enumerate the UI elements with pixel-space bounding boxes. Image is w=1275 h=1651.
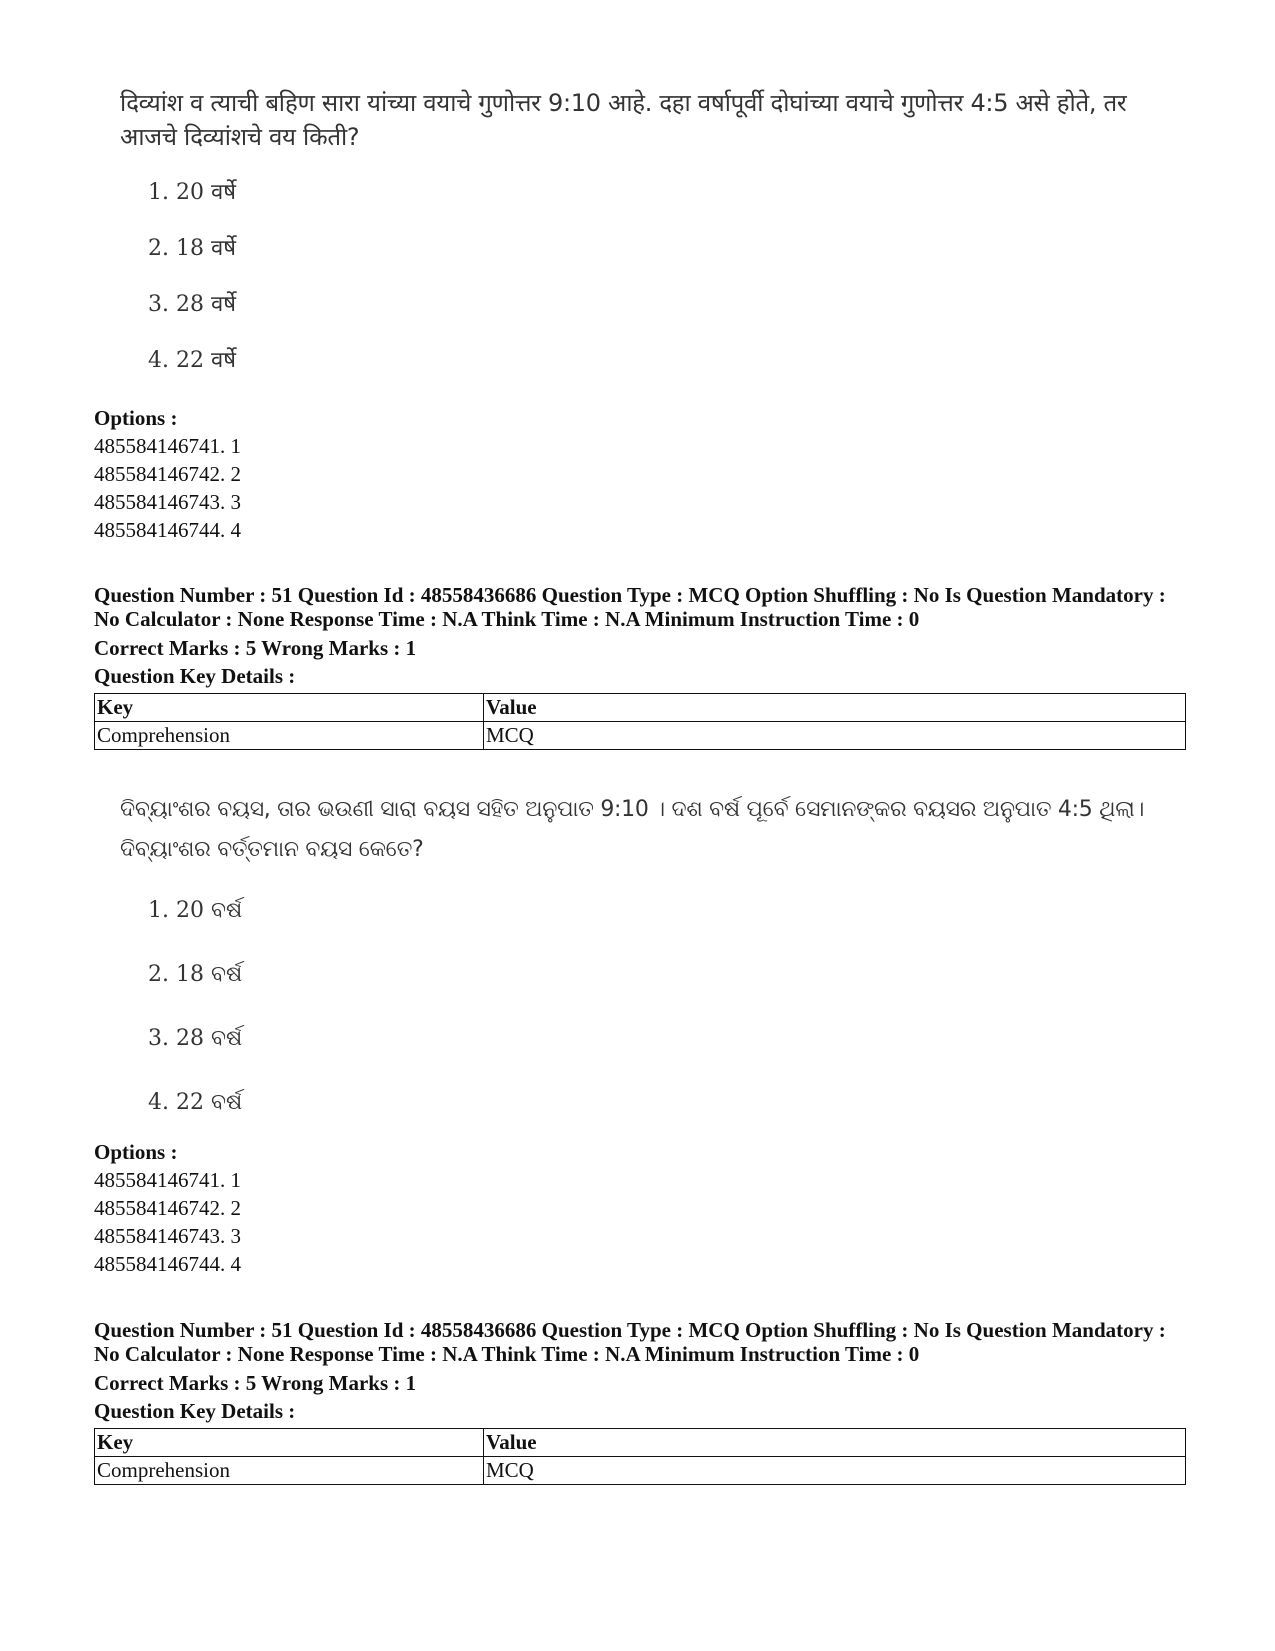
table-cell-key: Comprehension (95, 722, 484, 750)
question-meta-line-1: Question Number : 51 Question Id : 48558436686 Question Type : MCQ Option Shuffling : No Is Question Mandatory : (94, 583, 1166, 607)
choice-2-marathi: 2. 18 वर्षे (148, 236, 236, 261)
table-header-row (95, 694, 1186, 722)
table-row (95, 1457, 1186, 1485)
key-details-table (94, 693, 1186, 750)
key-details-title: Question Key Details : (94, 664, 296, 688)
choice-3-marathi: 3. 28 वर्षे (148, 292, 236, 317)
table-row (95, 722, 1186, 750)
option-id-4: 485584146744. 4 (94, 518, 241, 542)
table-header-value: Value (484, 694, 1186, 722)
table-header-value: Value (484, 1429, 1186, 1457)
table-cell-value: MCQ (484, 722, 1186, 750)
option-id-4: 485584146744. 4 (94, 1252, 241, 1276)
table-header-key: Key (95, 1429, 484, 1457)
choice-1-odia: 1. 20 ବର୍ଷ (148, 898, 243, 923)
key-details-table (94, 1428, 1186, 1485)
marks-line: Correct Marks : 5 Wrong Marks : 1 (94, 1371, 417, 1395)
choice-4-marathi: 4. 22 वर्षे (148, 348, 236, 373)
question-meta-line-1: Question Number : 51 Question Id : 48558436686 Question Type : MCQ Option Shuffling : No Is Question Mandatory : (94, 1318, 1166, 1342)
option-id-3: 485584146743. 3 (94, 1224, 241, 1248)
option-id-1: 485584146741. 1 (94, 434, 241, 458)
table-cell-value: MCQ (484, 1457, 1186, 1485)
question-text-odia: ଦିବ୍ୟାଂଶର ବୟସ, ତାର ଭଉଣୀ ସାରା ବୟସ ସହିତ ଅନୁପାତ 9:10 । ଦଶ ବର୍ଷ ପୂର୍ବେ ସେମାନଙ୍କର ବୟସର ଅନୁପାତ 4:5 ଥିଲା। ଦିବ୍ୟାଂଶର ବର୍ତ୍ତମାନ ବୟସ କେତେ? (120, 797, 1145, 862)
question-meta-line-2: No Calculator : None Response Time : N.A Think Time : N.A Minimum Instruction Time : 0 (94, 607, 920, 631)
option-id-3: 485584146743. 3 (94, 490, 241, 514)
choice-4-odia: 4. 22 ବର୍ଷ (148, 1090, 243, 1115)
table-header-key: Key (95, 694, 484, 722)
options-title: Options : (94, 1140, 178, 1164)
option-id-2: 485584146742. 2 (94, 1196, 241, 1220)
option-id-2: 485584146742. 2 (94, 462, 241, 486)
option-id-1: 485584146741. 1 (94, 1168, 241, 1192)
choice-3-odia: 3. 28 ବର୍ଷ (148, 1026, 243, 1051)
key-details-title: Question Key Details : (94, 1399, 296, 1423)
choice-1-marathi: 1. 20 वर्षे (148, 180, 236, 205)
marks-line: Correct Marks : 5 Wrong Marks : 1 (94, 636, 417, 660)
table-header-row (95, 1429, 1186, 1457)
question-text-marathi: दिव्यांश व त्याची बहिण सारा यांच्या वयाचे गुणोत्तर 9:10 आहे. दहा वर्षापूर्वी दोघांच्या वयाचे गुणोत्तर 4:5 असे होते, तर आजचे दिव्यांशचे वय किती? (120, 89, 1127, 151)
question-meta-line-2: No Calculator : None Response Time : N.A Think Time : N.A Minimum Instruction Time : 0 (94, 1342, 920, 1366)
table-cell-key: Comprehension (95, 1457, 484, 1485)
choice-2-odia: 2. 18 ବର୍ଷ (148, 962, 243, 987)
options-title: Options : (94, 406, 178, 430)
